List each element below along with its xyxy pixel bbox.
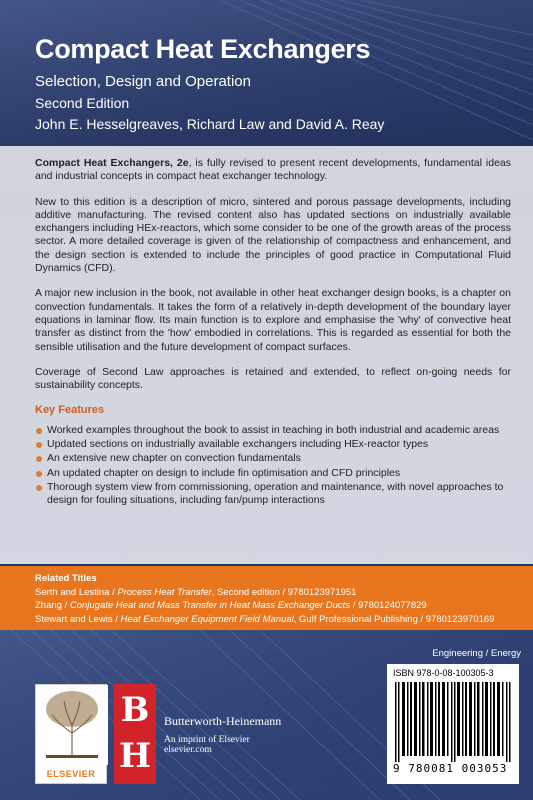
isbn-barcode-box — [387, 664, 519, 784]
barcode-digits: 9 780081 003053 — [393, 762, 508, 775]
related-title: Process Heat Transfer — [117, 586, 212, 598]
description-panel — [0, 146, 533, 564]
intro-rest: , is fully revised to present recent developments, fundamental ideas and industrial concepts in compact heat exchanger technology. — [35, 157, 511, 183]
elsevier-logo — [35, 684, 107, 784]
related-title: Conjugate Heat and Mass Transfer in Heat Mass Exchanger Ducts — [69, 600, 351, 611]
list-item — [35, 452, 511, 465]
bullet-icon — [36, 471, 42, 477]
feature-text: An updated chapter on design to include fin optimisation and CFD principles — [47, 466, 401, 479]
bullet-icon — [36, 456, 42, 462]
bh-letter-h: H — [118, 736, 152, 776]
list-item — [35, 438, 511, 451]
related-authors: Serth and Lestina / — [35, 586, 118, 598]
related-title-item — [35, 599, 498, 613]
related-title-item — [35, 613, 498, 627]
feature-text: Worked examples throughout the book to assist in teaching in both industrial and academic areas — [47, 423, 500, 436]
paragraph-2: New to this edition is a description of micro, sintered and porous passage developments, including additive manufacturing. The revised content also has updated sections on industrially available exchangers including HEx-reactors, which some consider to be one of the growth areas of the process sector. A more detailed coverage is given of the relationship of compactness and enhancement, and the design section is extended to include the principles of good practice in Computational Fluid Dynamics (CFD). — [35, 195, 511, 275]
bullet-icon — [36, 428, 42, 434]
related-titles-heading: Related Titles — [35, 573, 97, 584]
butterworth-heinemann-logo — [114, 684, 156, 784]
key-features-list — [35, 424, 511, 508]
related-rest: , Second edition / 9780123971951 — [211, 586, 357, 598]
feature-text: An extensive new chapter on convection fundamentals — [47, 452, 301, 465]
title-block — [35, 34, 384, 132]
list-item — [35, 481, 511, 508]
list-item — [35, 467, 511, 480]
book-authors: John E. Hesselgreaves, Richard Law and David A. Reay — [35, 116, 385, 132]
isbn-label: ISBN 978-0-08-100305-3 — [393, 668, 494, 678]
bh-letter-b: B — [120, 690, 150, 730]
related-titles-band — [0, 566, 533, 630]
related-title: Heat Exchanger Equipment Field Manual — [120, 613, 294, 625]
related-title-item — [35, 586, 498, 600]
publisher-url: elsevier.com — [164, 745, 212, 755]
related-rest: , Gulf Professional Publishing / 9780123970169 — [293, 613, 495, 625]
feature-text: Thorough system view from commissioning, operation and maintenance, with novel approaches to design for fouling situations, including fan/pump interactions — [47, 480, 504, 507]
book-title: Compact Heat Exchangers — [35, 34, 371, 64]
related-authors: Stewart and Lewis / — [35, 613, 121, 625]
publisher-name: Butterworth-Heinemann — [164, 714, 282, 728]
intro-bold: Compact Heat Exchangers, 2e — [35, 157, 189, 169]
publisher-info — [164, 714, 281, 755]
barcode-icon — [395, 682, 511, 762]
elsevier-wordmark: ELSEVIER — [46, 769, 96, 779]
bullet-icon — [36, 442, 42, 448]
subject-category: Engineering / Energy — [432, 648, 521, 659]
publisher-imprint: An imprint of Elsevier — [164, 735, 250, 745]
paragraph-4: Coverage of Second Law approaches is retained and extended, to reflect on-going needs for sustainability concepts. — [35, 365, 511, 392]
book-edition: Second Edition — [35, 95, 130, 111]
elsevier-tree-icon — [36, 685, 108, 765]
feature-text: Updated sections on industrially available exchangers including HEx-reactor types — [47, 438, 429, 451]
intro-paragraph — [35, 157, 511, 184]
paragraph-3: A major new inclusion in the book, not available in other heat exchanger design books, is a chapter on convection fundamentals. It takes the form of a relatively in-depth development of the boundary layer equations in laminar flow. Its main function is to explore and emphasise the 'why' of convective heat transfer as distinct from the 'how' embodied in correlations. This is regarded as essential for both the sensible utilisation and the future development of compact surfaces. — [35, 287, 511, 353]
related-rest: / 9780124077829 — [350, 600, 427, 611]
key-features-heading: Key Features — [35, 404, 105, 417]
book-subtitle: Selection, Design and Operation — [35, 73, 251, 90]
bullet-icon — [36, 485, 42, 491]
related-authors: Zhang / — [35, 600, 70, 611]
list-item — [35, 424, 511, 437]
